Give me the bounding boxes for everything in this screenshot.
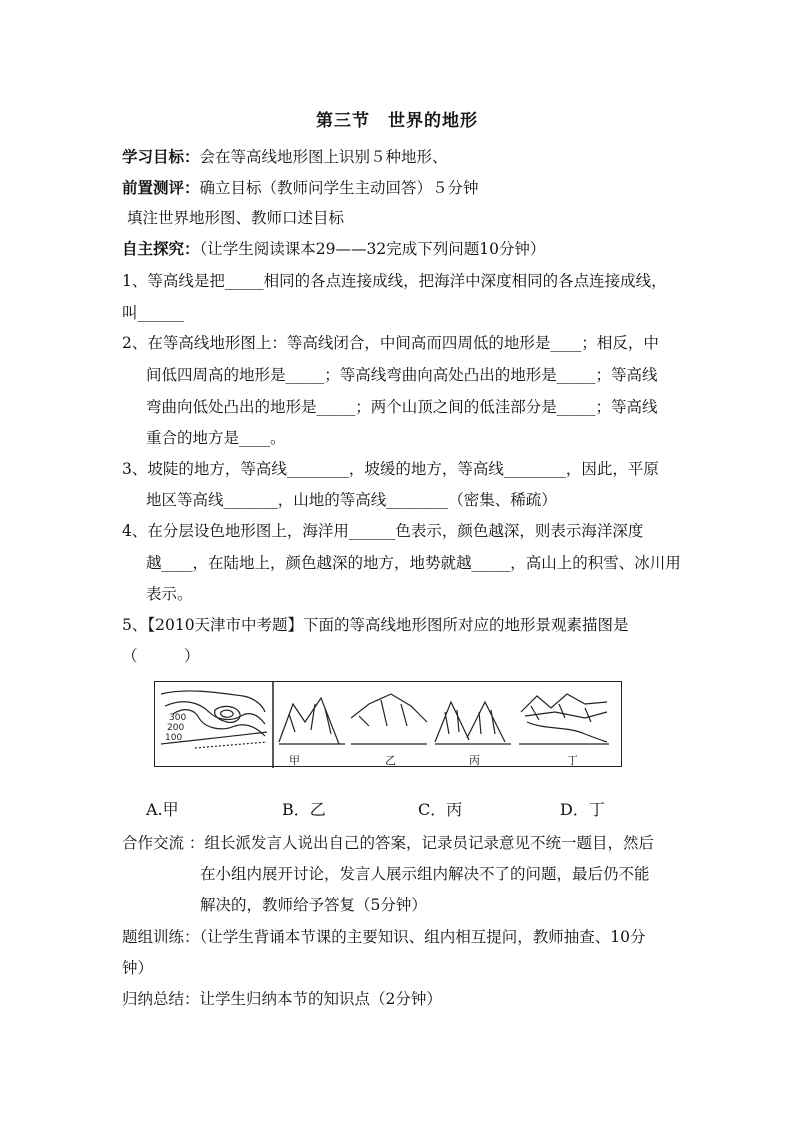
- learning-goal-label: 学习目标：: [122, 148, 200, 166]
- option-c[interactable]: C．丙: [418, 800, 463, 819]
- scene-label-yi: 乙: [385, 754, 396, 767]
- question-2-line1: 2、在等高线地形图上：等高线闭合，中间高而四周低的地形是____；相反，中: [122, 334, 659, 352]
- option-a[interactable]: A.甲: [146, 800, 179, 819]
- cooperate-line2: 在小组内展开讨论，发言人展示组内解决不了的问题，最后仍不能: [200, 865, 650, 883]
- question-2-line3: 弯曲向低处凸出的地形是_____；两个山顶之间的低洼部分是_____；等高线: [146, 398, 658, 416]
- training-line1: 题组训练：（让学生背诵本节课的主要知识、组内相互提问，教师抽查、10分: [122, 928, 646, 946]
- contour-label-100: 100: [165, 733, 183, 743]
- sketch-ding-icon: [519, 694, 609, 744]
- cooperate-text: 组长派发言人说出自己的答案，记录员记录意见不统一题目，然后: [204, 834, 654, 852]
- contour-landscape-figure: [154, 681, 622, 767]
- question-4-line3: 表示。: [146, 585, 193, 603]
- training-line2: 钟）: [122, 959, 154, 977]
- contour-label-200: 200: [167, 723, 185, 733]
- self-explore: [122, 237, 682, 259]
- scene-label-jia: 甲: [289, 754, 300, 767]
- option-d[interactable]: D．丁: [560, 800, 605, 819]
- sketch-yi-icon: [351, 694, 427, 744]
- cooperate-line3: 解决的，教师给予答复（5分钟）: [200, 896, 427, 914]
- page-title: 第三节 世界的地形: [316, 111, 478, 131]
- self-explore-label: 自主探究：: [122, 240, 200, 258]
- pretest-text: 确立目标（教师问学生主动回答）５分钟: [199, 179, 479, 197]
- learning-goal-text: 会在等高线地形图上识别５种地形、: [199, 148, 448, 166]
- question-2-line2: 间低四周高的地形是_____；等高线弯曲向高处凸出的地形是_____；等高线: [146, 366, 658, 384]
- sketch-bing-icon: [435, 702, 511, 744]
- question-3-line2: 地区等高线_______，山地的等高线________（密集、稀疏）: [146, 491, 557, 509]
- pretest-label: 前置测评：: [122, 179, 200, 197]
- option-b[interactable]: B．乙: [282, 800, 326, 819]
- question-1-line2: 叫______: [122, 304, 185, 322]
- pretest: [122, 176, 682, 198]
- cooperate-line1: [122, 831, 682, 853]
- cooperate-label: 合作交流 ：: [122, 834, 205, 852]
- question-2-line4: 重合的地方是____。: [146, 429, 286, 447]
- contour-label-300: 300: [169, 713, 187, 723]
- question-3-line1: 3、坡陡的地方，等高线________，坡缓的地方，等高线________，因此，平原: [122, 460, 659, 478]
- question-5-line1: 5、【2010天津市中考题】下面的等高线地形图所对应的地形景观素描图是: [122, 616, 629, 634]
- question-1-line1: 1、等高线是把_____相同的各点连接成线，把海洋中深度相同的各点连接成线，: [122, 272, 667, 290]
- question-4-line1: 4、在分层设色地形图上，海洋用______色表示，颜色越深，则表示海洋深度: [122, 522, 644, 540]
- summary: 归纳总结：让学生归纳本节的知识点（2分钟）: [122, 990, 442, 1008]
- question-4-line2: 越____，在陆地上，颜色越深的地方，地势就越_____，高山上的积雪、冰川用: [146, 554, 681, 572]
- scene-label-bing: 丙: [469, 754, 480, 767]
- sketch-jia-icon: [279, 698, 345, 744]
- scene-label-ding: 丁: [567, 754, 578, 767]
- question-5-line2: （ ）: [122, 647, 200, 665]
- self-explore-text: （让学生阅读课本29——32完成下列问题10分钟）: [199, 240, 546, 258]
- pretest-line2: 填注世界地形图、教师口述目标: [127, 209, 345, 227]
- learning-goal: [122, 145, 682, 167]
